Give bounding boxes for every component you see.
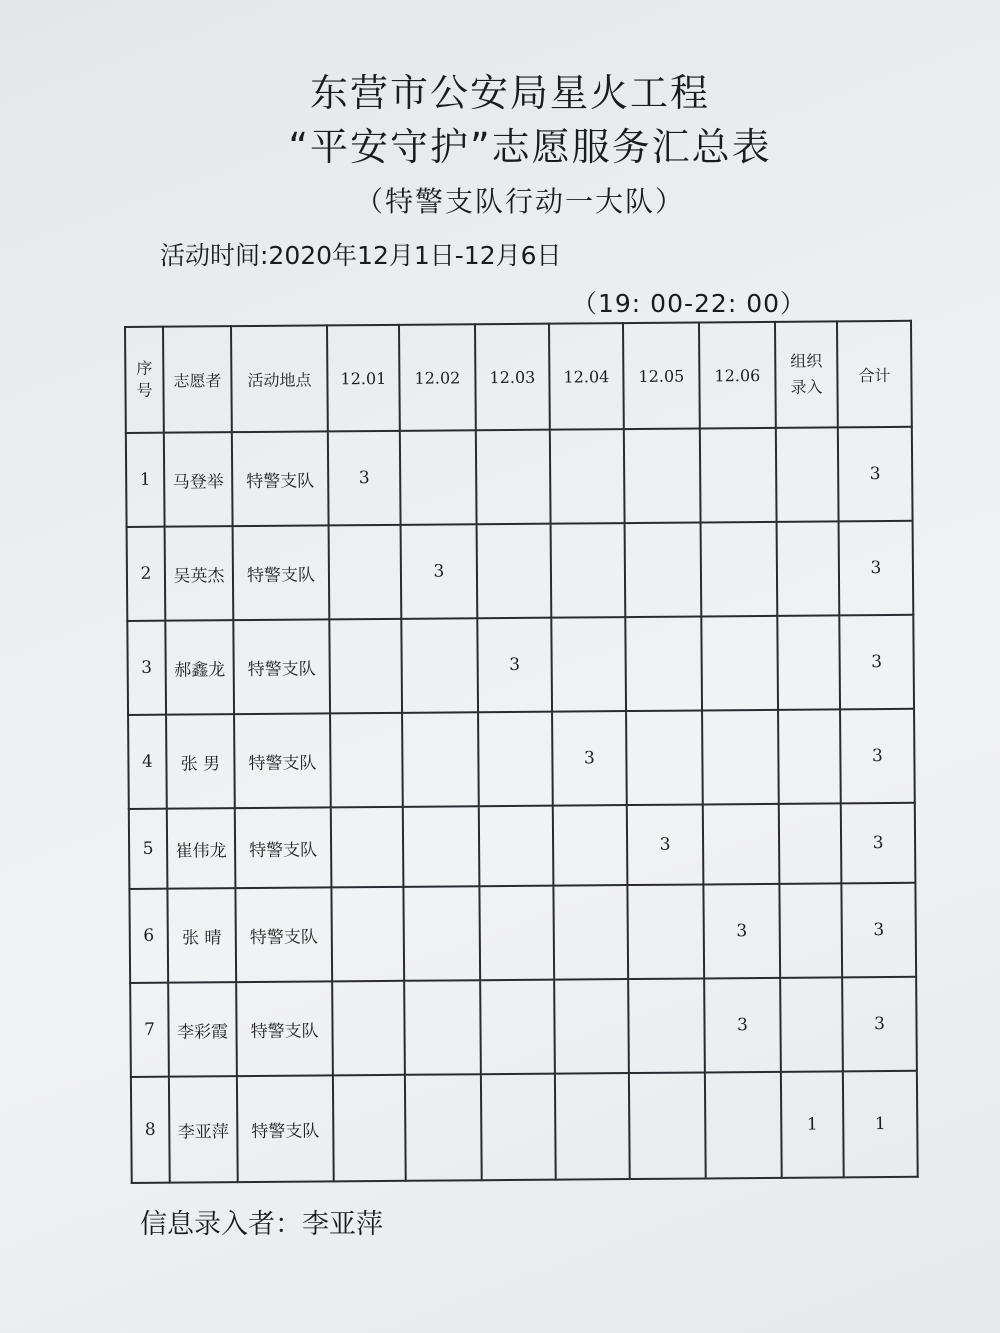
header-index: 序号 — [125, 327, 164, 433]
activity-location: 特警支队 — [234, 713, 331, 808]
activity-location: 特警支队 — [236, 981, 333, 1076]
table-row — [130, 977, 917, 1077]
hours-cell — [551, 617, 626, 712]
hours-cell — [627, 884, 704, 979]
org-entry-cell — [779, 803, 842, 883]
activity-location: 特警支队 — [233, 619, 330, 714]
activity-location: 特警支队 — [235, 887, 332, 982]
total-cell: 3 — [841, 803, 916, 884]
hours-cell: 3 — [401, 524, 478, 619]
table-row — [128, 709, 915, 809]
header-date: 12.04 — [549, 323, 624, 430]
header-location: 活动地点 — [231, 325, 328, 432]
hours-cell — [480, 980, 555, 1075]
hours-cell: 3 — [552, 711, 627, 806]
hours-cell — [553, 805, 628, 886]
org-entry-cell — [776, 427, 839, 521]
row-index: 4 — [128, 715, 167, 809]
row-index: 2 — [127, 527, 166, 621]
document-title: 东营市公安局星火工程 — [309, 71, 710, 115]
hours-cell — [403, 886, 480, 981]
table-row — [131, 1071, 918, 1183]
hours-cell — [554, 979, 629, 1074]
hours-cell — [332, 981, 405, 1076]
total-cell: 3 — [841, 883, 916, 978]
table-row — [127, 521, 914, 621]
org-entry-cell — [778, 709, 841, 803]
hours-cell: 3 — [627, 804, 704, 885]
table-row — [126, 427, 913, 527]
hours-cell: 3 — [704, 978, 781, 1073]
hours-cell — [402, 712, 479, 807]
volunteer-name: 郝鑫龙 — [165, 620, 234, 715]
header-date: 12.02 — [399, 324, 476, 431]
row-index: 6 — [129, 889, 168, 983]
activity-time: 活动时间:2020年12月1日-12月6日 — [160, 241, 562, 270]
total-cell: 1 — [843, 1071, 918, 1178]
org-entry-cell — [779, 883, 842, 977]
volunteer-name: 马登举 — [164, 432, 233, 527]
volunteer-name: 李亚萍 — [169, 1076, 238, 1183]
hours-cell — [703, 804, 780, 885]
hours-cell: 3 — [703, 884, 780, 979]
hours-cell — [700, 428, 777, 523]
document-subtitle: “平安守护”志愿服务汇总表 — [288, 125, 772, 169]
total-cell: 3 — [840, 709, 915, 804]
hours-cell — [330, 713, 403, 808]
activity-location: 特警支队 — [233, 525, 330, 620]
volunteer-name: 张 男 — [166, 714, 235, 809]
volunteer-name: 张 晴 — [167, 888, 236, 983]
hours-cell — [331, 807, 404, 888]
row-index: 8 — [131, 1077, 170, 1183]
hours-cell — [481, 1074, 556, 1181]
hours-cell — [702, 710, 779, 805]
row-index: 7 — [130, 983, 169, 1077]
header-org-entry: 组织录入 — [775, 321, 838, 427]
hours-cell — [705, 1072, 782, 1179]
table-row — [129, 883, 916, 983]
hours-cell: 3 — [328, 431, 401, 526]
row-index: 1 — [126, 433, 165, 527]
hours-cell — [624, 428, 701, 523]
hours-cell — [400, 430, 477, 525]
row-index: 5 — [129, 809, 168, 889]
hours-cell — [405, 1074, 482, 1181]
hours-cell — [553, 885, 628, 980]
total-cell: 3 — [839, 521, 914, 616]
hours-cell — [555, 1073, 630, 1180]
total-cell: 3 — [839, 615, 914, 710]
total-cell: 3 — [842, 977, 917, 1072]
time-range: （19: 00-22: 00） — [572, 289, 807, 318]
header-date: 12.05 — [623, 322, 700, 429]
activity-location: 特警支队 — [232, 431, 329, 526]
hours-cell — [626, 710, 703, 805]
org-entry-cell: 1 — [781, 1071, 844, 1177]
header-total: 合计 — [837, 321, 912, 428]
hours-cell — [476, 430, 551, 525]
hours-cell — [701, 616, 778, 711]
hours-cell — [701, 522, 778, 617]
activity-location: 特警支队 — [237, 1075, 334, 1182]
hours-cell — [550, 429, 625, 524]
hours-cell — [625, 522, 702, 617]
hours-cell — [625, 616, 702, 711]
hours-cell — [477, 524, 552, 619]
table-header-row — [125, 321, 912, 433]
hours-cell — [331, 887, 404, 982]
table-row — [127, 615, 914, 715]
volunteer-name: 崔伟龙 — [167, 808, 236, 889]
hours-cell — [329, 525, 402, 620]
activity-location: 特警支队 — [235, 807, 332, 888]
org-entry-cell — [780, 977, 843, 1071]
hours-cell — [628, 978, 705, 1073]
hours-cell — [403, 806, 480, 887]
hours-cell — [479, 886, 554, 981]
hours-cell: 3 — [477, 618, 552, 713]
header-date: 12.03 — [475, 324, 550, 431]
header-volunteer: 志愿者 — [163, 326, 232, 433]
hours-cell — [551, 523, 626, 618]
recorder-signature: 信息录入者：李亚萍 — [140, 1209, 383, 1240]
hours-cell — [479, 806, 554, 887]
summary-table — [124, 320, 919, 1184]
unit-name: （特警支队行动一大队） — [354, 185, 685, 218]
hours-cell — [329, 619, 402, 714]
volunteer-name: 李彩霞 — [168, 982, 237, 1077]
hours-cell — [404, 980, 481, 1075]
header-date: 12.06 — [699, 322, 776, 429]
table-row — [129, 803, 916, 889]
volunteer-name: 吴英杰 — [165, 526, 234, 621]
header-date: 12.01 — [327, 325, 400, 432]
org-entry-cell — [777, 521, 840, 615]
total-cell: 3 — [838, 427, 913, 522]
org-entry-cell — [777, 615, 840, 709]
row-index: 3 — [127, 621, 166, 715]
hours-cell — [629, 1072, 706, 1179]
hours-cell — [478, 712, 553, 807]
hours-cell — [333, 1075, 406, 1182]
hours-cell — [401, 618, 478, 713]
